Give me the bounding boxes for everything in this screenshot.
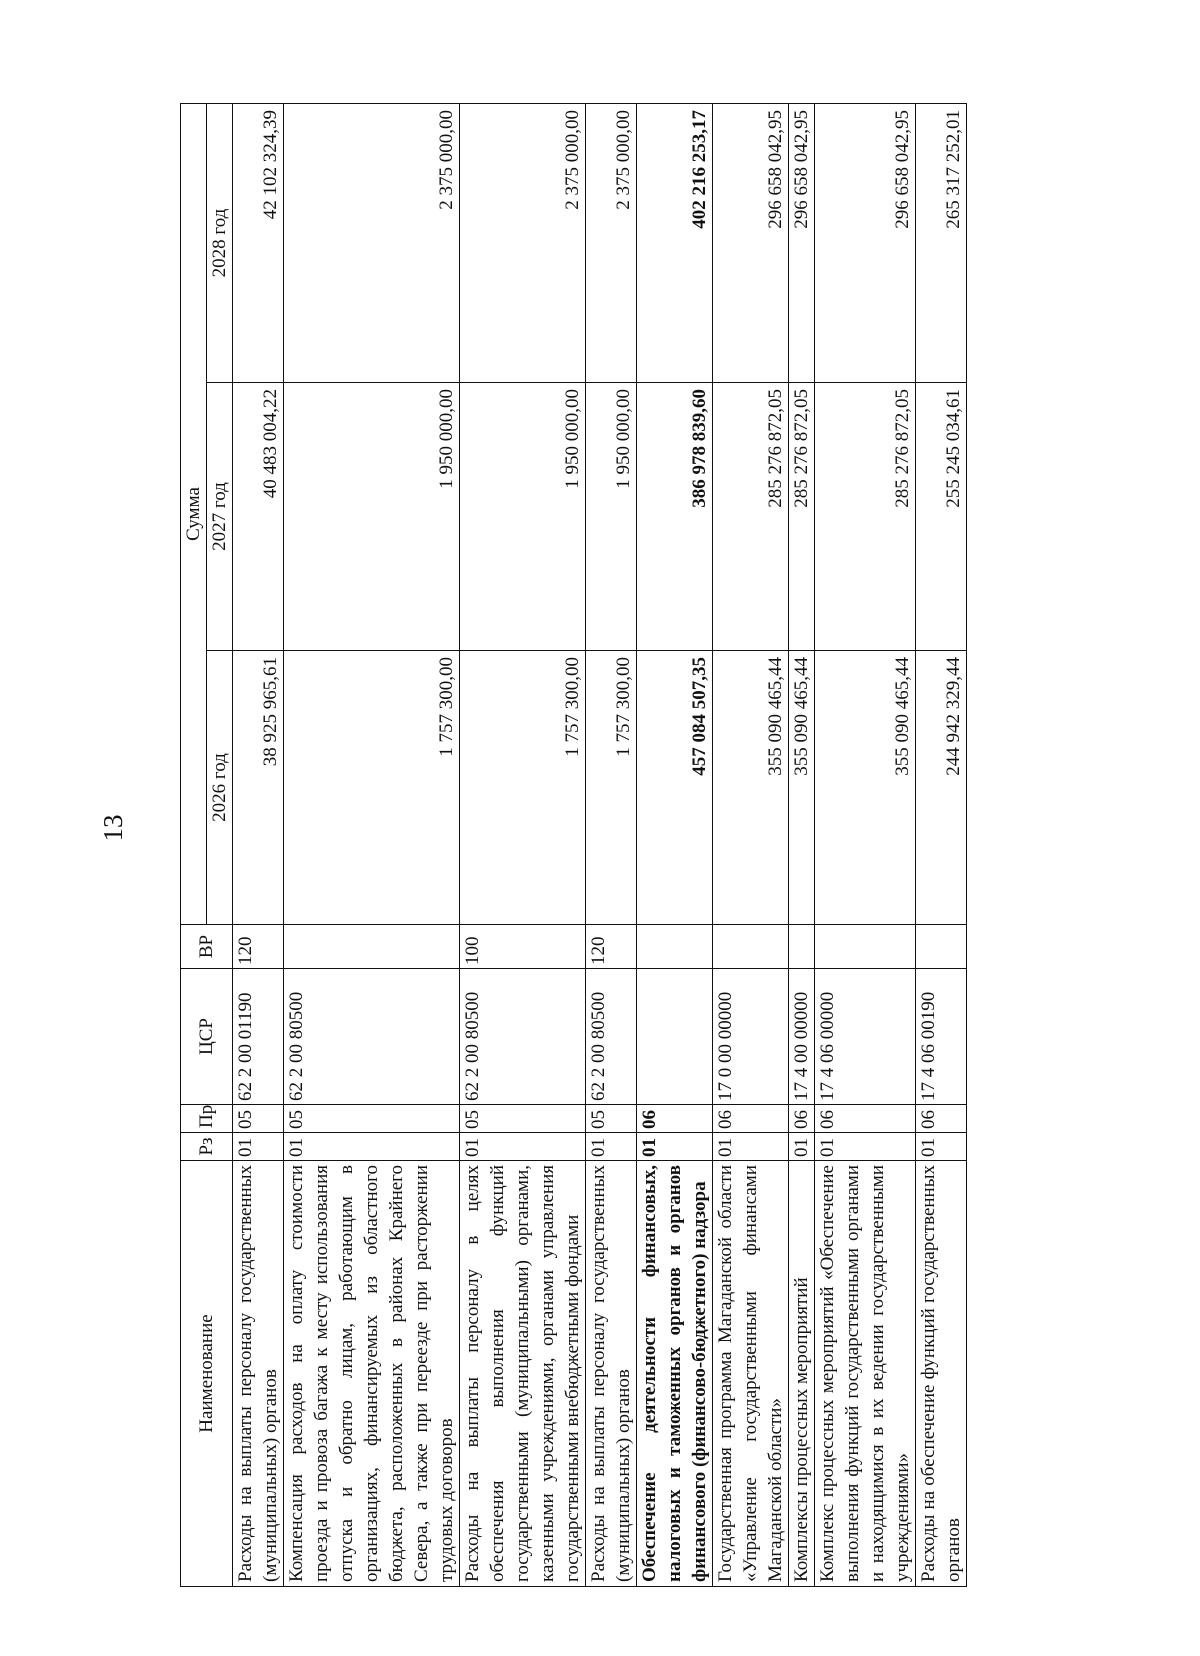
cell-pr: 05 (284, 1105, 460, 1133)
table-row (713, 104, 789, 1587)
page-number: 13 (98, 814, 128, 842)
cell-name: Комплексы процессных мероприятий (789, 1161, 815, 1587)
cell-y2026: 355 090 465,44 (789, 651, 815, 925)
budget-table (180, 103, 967, 1587)
cell-y2028: 402 216 253,17 (637, 104, 713, 383)
cell-name: Комплекс процессных мероприятий «Обеспечение выполнения функций государственными органами и находящимися в их ведении государственными учреждениями» (815, 1161, 916, 1587)
table-row (637, 104, 713, 1587)
header-name: Наименование (181, 1161, 233, 1587)
cell-y2026: 1 757 300,00 (586, 651, 637, 925)
cell-pr: 06 (637, 1105, 713, 1133)
cell-y2028: 296 658 042,95 (713, 104, 789, 383)
cell-name: Государственная программа Магаданской области «Управление государственными финансами Магаданской области» (713, 1161, 789, 1587)
rotated-table-wrapper (180, 104, 1010, 1587)
cell-csr: 17 4 06 00190 (916, 969, 967, 1105)
table-row (789, 104, 815, 1587)
cell-vr (815, 925, 916, 969)
cell-y2027: 386 978 839,60 (637, 383, 713, 651)
cell-csr: 62 2 00 01190 (233, 969, 284, 1105)
cell-y2028: 2 375 000,00 (586, 104, 637, 383)
header-csr: ЦСР (181, 969, 233, 1105)
cell-pr: 06 (916, 1105, 967, 1133)
cell-y2026: 355 090 465,44 (815, 651, 916, 925)
cell-csr (637, 969, 713, 1105)
cell-y2027: 255 245 034,61 (916, 383, 967, 651)
cell-name: Расходы на обеспечение функций государственных органов (916, 1161, 967, 1587)
cell-rz: 01 (789, 1133, 815, 1161)
cell-y2028: 296 658 042,95 (815, 104, 916, 383)
table-row (815, 104, 916, 1587)
cell-vr (916, 925, 967, 969)
cell-y2028: 296 658 042,95 (789, 104, 815, 383)
cell-y2027: 285 276 872,05 (815, 383, 916, 651)
header-2028: 2028 год (207, 104, 233, 383)
cell-y2026: 457 084 507,35 (637, 651, 713, 925)
cell-rz: 01 (284, 1133, 460, 1161)
cell-vr (713, 925, 789, 969)
header-pr: Пр (181, 1105, 233, 1133)
table-row (460, 104, 586, 1587)
cell-y2026: 244 942 329,44 (916, 651, 967, 925)
table-row (586, 104, 637, 1587)
header-2027: 2027 год (207, 383, 233, 651)
header-vr: ВР (181, 925, 233, 969)
budget-table-sheet (180, 104, 1010, 1587)
cell-csr: 62 2 00 80500 (460, 969, 586, 1105)
cell-rz: 01 (637, 1133, 713, 1161)
cell-y2027: 1 950 000,00 (284, 383, 460, 651)
cell-name: Расходы на выплаты персоналу государственных (муниципальных) органов (586, 1161, 637, 1587)
cell-y2026: 38 925 965,61 (233, 651, 284, 925)
cell-rz: 01 (916, 1133, 967, 1161)
cell-name: Расходы на выплаты персоналу государственных (муниципальных) органов (233, 1161, 284, 1587)
table-body (233, 104, 967, 1587)
header-sum: Сумма (181, 104, 207, 925)
cell-rz: 01 (713, 1133, 789, 1161)
cell-rz: 01 (460, 1133, 586, 1161)
cell-y2027: 285 276 872,05 (713, 383, 789, 651)
cell-y2027: 285 276 872,05 (789, 383, 815, 651)
cell-rz: 01 (233, 1133, 284, 1161)
cell-pr: 05 (460, 1105, 586, 1133)
table-row (284, 104, 460, 1587)
cell-y2028: 42 102 324,39 (233, 104, 284, 383)
header-rz: Рз (181, 1133, 233, 1161)
cell-vr: 120 (233, 925, 284, 969)
cell-vr: 100 (460, 925, 586, 969)
cell-y2026: 1 757 300,00 (284, 651, 460, 925)
cell-y2028: 265 317 252,01 (916, 104, 967, 383)
cell-pr: 06 (713, 1105, 789, 1133)
cell-pr: 05 (586, 1105, 637, 1133)
cell-name: Расходы на выплаты персоналу в целях обеспечения выполнения функций государственными (муниципальными) органами, казенными учреждениями, органами управления государственными внебюджетными фондами (460, 1161, 586, 1587)
cell-pr: 05 (233, 1105, 284, 1133)
cell-csr: 17 4 06 00000 (815, 969, 916, 1105)
header-2026: 2026 год (207, 651, 233, 925)
cell-y2028: 2 375 000,00 (460, 104, 586, 383)
cell-pr: 06 (789, 1105, 815, 1133)
cell-y2027: 40 483 004,22 (233, 383, 284, 651)
table-row (916, 104, 967, 1587)
cell-vr: 120 (586, 925, 637, 969)
cell-vr (284, 925, 460, 969)
cell-y2027: 1 950 000,00 (460, 383, 586, 651)
cell-rz: 01 (586, 1133, 637, 1161)
cell-vr (637, 925, 713, 969)
cell-vr (789, 925, 815, 969)
cell-csr: 62 2 00 80500 (586, 969, 637, 1105)
cell-y2028: 2 375 000,00 (284, 104, 460, 383)
cell-y2026: 1 757 300,00 (460, 651, 586, 925)
cell-rz: 01 (815, 1133, 916, 1161)
cell-csr: 62 2 00 80500 (284, 969, 460, 1105)
cell-pr: 06 (815, 1105, 916, 1133)
table-row (233, 104, 284, 1587)
cell-csr: 17 4 00 00000 (789, 969, 815, 1105)
cell-y2027: 1 950 000,00 (586, 383, 637, 651)
cell-name: Компенсация расходов на оплату стоимости проезда и провоза багажа к месту использования отпуска и обратно лицам, работающим в организациях, финансируемых из областного бюджета, расположенных в районах Крайнего Севера, а также при переезде при расторжении трудовых договоров (284, 1161, 460, 1587)
cell-y2026: 355 090 465,44 (713, 651, 789, 925)
cell-name: Обеспечение деятельности финансовых, налоговых и таможенных органов и органов финансового (финансово-бюджетного) надзора (637, 1161, 713, 1587)
cell-csr: 17 0 00 00000 (713, 969, 789, 1105)
